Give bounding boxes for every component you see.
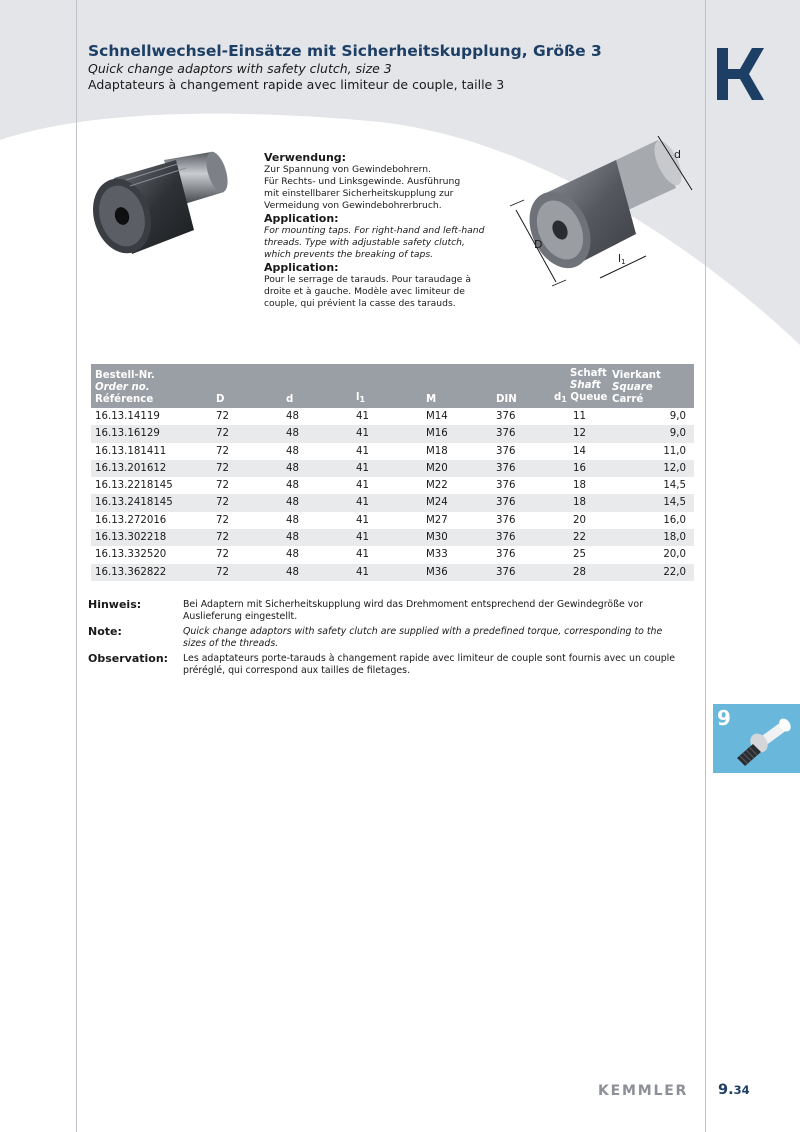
cell-l1: 41 <box>356 411 369 422</box>
description-line: which prevents the breaking of taps. <box>264 249 434 260</box>
note-label: Note: <box>88 625 122 638</box>
header-d1-sub: 1 <box>561 395 567 404</box>
cell-d: 48 <box>282 494 352 511</box>
page-number-major: 9. <box>718 1082 734 1098</box>
cell-M: M20 <box>422 460 492 477</box>
header-d1: d <box>554 392 562 403</box>
page-header <box>88 42 698 93</box>
cell-M: M14 <box>426 411 448 422</box>
note-label: Hinweis: <box>88 598 142 611</box>
kemmler-k-logo-icon <box>714 46 764 102</box>
note-text: Bei Adaptern mit Sicherheitskupplung wird das Drehmoment entsprechend der Gewindegröße vor Auslieferung eingestellt. <box>183 599 643 622</box>
cell-square: 9,0 <box>608 425 694 442</box>
cell-shaft-d1: 12 <box>550 425 608 442</box>
table-row <box>91 460 694 477</box>
description-line: mit einstellbarer Sicherheitskupplung zur <box>264 188 454 199</box>
note-fr <box>88 653 688 676</box>
cell-d: 48 <box>282 425 352 442</box>
header-l1-sub: 1 <box>359 395 366 404</box>
note-en <box>88 626 688 649</box>
header-square-en: Square <box>612 382 653 393</box>
notes-section <box>88 599 688 680</box>
cell-d: 48 <box>286 549 299 561</box>
drawing-label-d: d <box>674 148 681 161</box>
cell-d: 48 <box>286 480 299 492</box>
cell-shaft-d1: 14 <box>573 445 586 457</box>
cell-DIN: 376 <box>496 445 516 457</box>
cell-DIN: 376 <box>496 480 516 492</box>
cell-DIN: 376 <box>492 494 550 511</box>
cell-l1: 41 <box>352 494 422 511</box>
cell-DIN: 376 <box>492 564 550 581</box>
title-french: Adaptateurs à changement rapide avec limiteur de couple, taille 3 <box>88 77 505 92</box>
cell-shaft-d1: 18 <box>573 480 586 492</box>
table-row <box>91 425 694 442</box>
header-DIN: DIN <box>492 364 550 408</box>
table-row <box>91 443 694 460</box>
cell-square: 16,0 <box>663 514 686 526</box>
cell-l1: 41 <box>356 514 369 526</box>
cell-order-no: 16.13.362822 <box>91 564 212 581</box>
cell-D: 72 <box>212 460 282 477</box>
table-row <box>91 408 694 425</box>
table-row <box>91 529 694 546</box>
header-order-fr: Référence <box>95 394 154 405</box>
cell-shaft-d1: 25 <box>573 549 586 561</box>
header-square-fr: Carré <box>612 394 644 405</box>
cell-l1: 41 <box>352 564 422 581</box>
note-text: Quick change adaptors with safety clutch are supplied with a predefined torque, corresponding to the sizes of the threads. <box>183 626 663 649</box>
description-line: couple, qui prévient la casse des tarauds. <box>264 298 456 309</box>
cell-square: 14,5 <box>608 494 694 511</box>
cell-D: 72 <box>212 529 282 546</box>
cell-square: 9,0 <box>669 411 686 422</box>
header-l1 <box>352 364 422 408</box>
cell-d: 48 <box>286 445 299 457</box>
description-line: Vermeidung von Gewindebohrerbruch. <box>264 200 442 211</box>
header-shaft-fr: Queue <box>570 392 608 403</box>
description-line: droite et à gauche. Modèle avec limiteur de <box>264 286 465 297</box>
title-english: Quick change adaptors with safety clutch, size 3 <box>88 61 392 76</box>
drawing-label-l: l <box>618 252 622 265</box>
cell-DIN: 376 <box>492 425 550 442</box>
cell-DIN: 376 <box>496 411 516 422</box>
table-row <box>91 564 694 581</box>
tool-holder-icon <box>733 712 797 768</box>
cell-D: 72 <box>216 445 229 457</box>
cell-d: 48 <box>282 529 352 546</box>
cell-shaft-d1: 11 <box>573 411 586 422</box>
drawing-label-D: D <box>534 238 543 251</box>
title-german: Schnellwechsel-Einsätze mit Sicherheitskupplung, Größe 3 <box>88 42 602 60</box>
brand-name: KEMMLER <box>598 1083 689 1099</box>
cell-l1: 41 <box>352 460 422 477</box>
cell-d: 48 <box>282 564 352 581</box>
header-M: M <box>422 364 492 408</box>
cell-order-no: 16.13.2218145 <box>95 480 173 492</box>
cell-M: M16 <box>422 425 492 442</box>
cell-order-no: 16.13.302218 <box>91 529 212 546</box>
cell-DIN: 376 <box>496 514 516 526</box>
technical-drawing <box>508 130 704 292</box>
cell-DIN: 376 <box>492 460 550 477</box>
cell-D: 72 <box>212 564 282 581</box>
header-shaft-de: Schaft <box>570 368 607 379</box>
cell-M: M33 <box>426 549 448 561</box>
product-photo <box>86 150 236 260</box>
cell-order-no: 16.13.272016 <box>95 514 167 526</box>
cell-D: 72 <box>216 480 229 492</box>
description-line: Pour le serrage de tarauds. Pour taraudage à <box>264 274 471 285</box>
drawing-label-l1 <box>618 252 626 266</box>
specification-table <box>91 364 694 581</box>
cell-square: 18,0 <box>608 529 694 546</box>
note-de <box>88 599 688 622</box>
cell-D: 72 <box>212 494 282 511</box>
table-body <box>91 408 694 581</box>
cell-square: 22,0 <box>608 564 694 581</box>
header-square <box>608 364 694 408</box>
cell-order-no: 16.13.332520 <box>95 549 167 561</box>
chapter-tab[interactable] <box>713 704 800 773</box>
right-margin-line <box>705 0 706 1132</box>
cell-M: M22 <box>426 480 448 492</box>
cell-D: 72 <box>216 411 229 422</box>
cell-l1: 41 <box>356 445 369 457</box>
cell-M: M30 <box>422 529 492 546</box>
table-row <box>91 546 694 563</box>
cell-shaft-d1: 18 <box>550 494 608 511</box>
description-line: threads. Type with adjustable safety clutch, <box>264 237 465 248</box>
cell-square: 14,5 <box>663 480 686 492</box>
page-number <box>718 1082 750 1098</box>
page-number-minor: 34 <box>733 1083 750 1097</box>
cell-shaft-d1: 20 <box>573 514 586 526</box>
cell-M: M24 <box>422 494 492 511</box>
note-label: Observation: <box>88 652 169 665</box>
description-heading-en: Application: <box>264 212 339 225</box>
cell-D: 72 <box>212 425 282 442</box>
cell-D: 72 <box>216 549 229 561</box>
header-l1-main: l <box>356 392 360 403</box>
cell-M: M27 <box>426 514 448 526</box>
drawing-label-l-sub: 1 <box>621 258 626 266</box>
header-order-en: Order no. <box>95 382 150 393</box>
cell-square: 11,0 <box>663 445 686 457</box>
cell-M: M18 <box>426 445 448 457</box>
cell-order-no: 16.13.16129 <box>91 425 212 442</box>
cell-l1: 41 <box>352 529 422 546</box>
cell-shaft-d1: 16 <box>550 460 608 477</box>
table-header-row <box>91 364 694 408</box>
cell-l1: 41 <box>356 480 369 492</box>
table-row <box>91 494 694 511</box>
cell-shaft-d1: 22 <box>550 529 608 546</box>
cell-shaft-d1: 28 <box>550 564 608 581</box>
header-shaft <box>550 364 608 408</box>
cell-order-no: 16.13.181411 <box>95 445 167 457</box>
table-row <box>91 512 694 529</box>
cell-D: 72 <box>216 514 229 526</box>
cell-order-no: 16.13.2418145 <box>91 494 212 511</box>
cell-d: 48 <box>286 514 299 526</box>
description <box>264 151 514 310</box>
cell-square: 20,0 <box>663 549 686 561</box>
table-row <box>91 477 694 494</box>
description-line: Für Rechts- und Linksgewinde. Ausführung <box>264 176 461 187</box>
cell-l1: 41 <box>356 549 369 561</box>
description-heading-de: Verwendung: <box>264 151 347 164</box>
description-line: Zur Spannung von Gewindebohrern. <box>264 164 431 175</box>
cell-DIN: 376 <box>492 529 550 546</box>
cell-DIN: 376 <box>496 549 516 561</box>
header-order-no <box>91 364 212 408</box>
header-shaft-fr-row <box>554 392 608 406</box>
description-heading-fr: Application: <box>264 261 339 274</box>
header-d: d <box>282 364 352 408</box>
header-shaft-en: Shaft <box>570 380 601 391</box>
cell-order-no: 16.13.201612 <box>91 460 212 477</box>
cell-M: M36 <box>422 564 492 581</box>
cell-order-no: 16.13.14119 <box>95 411 160 422</box>
note-text: Les adaptateurs porte-tarauds à changement rapide avec limiteur de couple sont fournis avec un couple préréglé, qui correspond aux tailles de filetages. <box>183 653 676 676</box>
cell-square: 12,0 <box>608 460 694 477</box>
cell-d: 48 <box>282 460 352 477</box>
left-margin-line <box>76 0 77 1132</box>
cell-d: 48 <box>286 411 299 422</box>
header-square-de: Vierkant <box>612 370 661 381</box>
description-line: For mounting taps. For right-hand and left-hand <box>264 225 485 236</box>
header-D: D <box>212 364 282 408</box>
cell-l1: 41 <box>352 425 422 442</box>
header-order-de: Bestell-Nr. <box>95 370 155 381</box>
chapter-number: 9 <box>717 706 731 730</box>
